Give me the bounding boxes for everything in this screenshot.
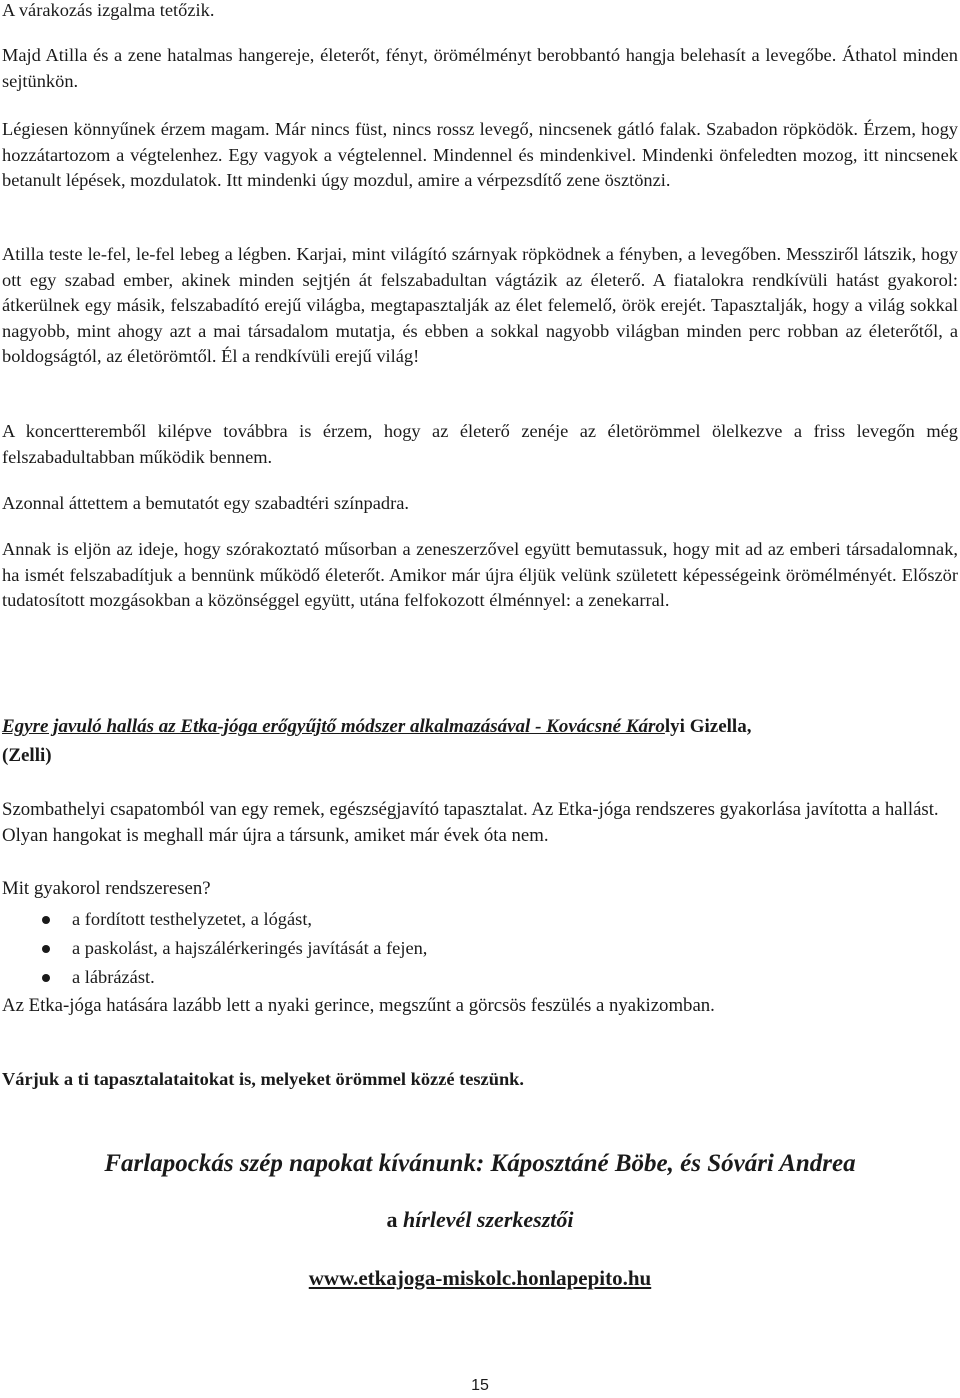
paragraph-anticipation: A várakozás izgalma tetőzik. xyxy=(2,0,215,20)
paragraph-music-begins: Majd Atilla és a zene hatalmas hangereje, életerőt, fényt, örömélményt berobbantó hangja belehasít a levegőbe. Áthatol minden sejtünkön. xyxy=(2,45,958,91)
list-item: a paskolást, a hajszálérkeringés javítását a fejen, xyxy=(2,934,958,963)
article-body-intro: Szombathelyi csapatomból van egy remek, egészségjavító tapasztalat. Az Etka-jóga rendszeres gyakorlása javította a hallást. Olyan hangokat is meghall már újra a társunk, amiket már évek óta nem. xyxy=(2,799,939,846)
list-item: a lábrázást. xyxy=(2,963,958,992)
call-to-action: Várjuk a ti tapasztalataitokat is, melyeket örömmel közzé teszünk. xyxy=(2,1069,525,1089)
paragraph-atilla-floats: Atilla teste le-fel, le-fel lebeg a légben. Karjai, mint világító szárnyak röpködnek a fényben, a levegőben. Messziről látszik, hogy ott egy szabad ember, akinek minden sejtjén át felszabadultan vágtázik az életerő. A fiatalokra rendkívüli hatást gyakorol: átkerülnek egy másik, felszabadító erejű világba, megtapasztalják az élet felemelő, örök erejét. Tapasztalják, hogy a világ sokkal nagyobb, mint ahogy azt a mai társadalom mutatja, és ebben a sokkal nagyobb világban minden perc robban az életerőtől, a boldogságtól, az életörömtől. Él a rendkívüli erejű világ! xyxy=(2,244,958,367)
article-body-result: Az Etka-jóga hatására lazább lett a nyaki gerince, megszűnt a görcsös feszülés a nyakizomban. xyxy=(2,995,715,1016)
bullet-icon xyxy=(42,916,50,924)
website-link[interactable]: www.etkajoga-miskolc.honlapepito.hu xyxy=(308,1266,652,1290)
document-page xyxy=(2,0,958,1398)
paragraph-leaving-hall: A koncertteremből kilépve továbbra is érzem, hogy az életerő zenéje az életörömmel ölelkezve a friss levegőn még felszabadultabban működik bennem. xyxy=(2,421,958,467)
page-number: 15 xyxy=(471,1377,489,1394)
article-heading-title: Egyre javuló hallás az Etka-jóga erőgyűjtő módszer alkalmazásával - Kovácsné Káro xyxy=(2,716,665,737)
article-question: Mit gyakorol rendszeresen? xyxy=(2,878,211,899)
bullet-icon xyxy=(42,974,50,982)
article-heading-nickname: (Zelli) xyxy=(2,745,52,766)
paragraph-open-air-stage: Azonnal áttettem a bemutatót egy szabadtéri színpadra. xyxy=(2,493,409,513)
bullet-icon xyxy=(42,945,50,953)
paragraph-future-show: Annak is eljön az ideje, hogy szórakoztató műsorban a zeneszerzővel együtt bemutassuk, hogy mit ad az emberi társadalomnak, ha ismét felszabadítjuk a bennünk működő életerőt. Amikor már újra éljük velünk született képességeink örömélményét. Először tudatosított mozgásokban a közönséggel együtt, utána felfokozott élménnyel: a zenekarral. xyxy=(2,539,958,611)
paragraph-lightness: Légiesen könnyűnek érzem magam. Már nincs füst, nincs rossz levegő, nincsenek gátló falak. Szabadon röpködök. Érzem, hogy hozzátartozom a végtelenhez. Egy vagyok a végtelennel. Mindennel és mindenkivel. Mindenki önfeledten mozog, itt nincsenek betanult lépések, mozdulatok. Itt mindenki úgy mozdul, amire a vérpezsdítő zene ösztönzi. xyxy=(2,119,958,191)
list-item: a fordított testhelyzetet, a lógást, xyxy=(2,905,958,934)
website-link-wrapper xyxy=(2,1264,958,1292)
closing-wishes: Farlapockás szép napokat kívánunk: Káposztáné Böbe, és Sóvári Andrea xyxy=(104,1150,856,1177)
practice-list xyxy=(2,905,958,992)
article-heading-author: lyi Gizella, xyxy=(664,716,752,737)
editors-signature: a hírlevél szerkesztői xyxy=(386,1207,574,1232)
